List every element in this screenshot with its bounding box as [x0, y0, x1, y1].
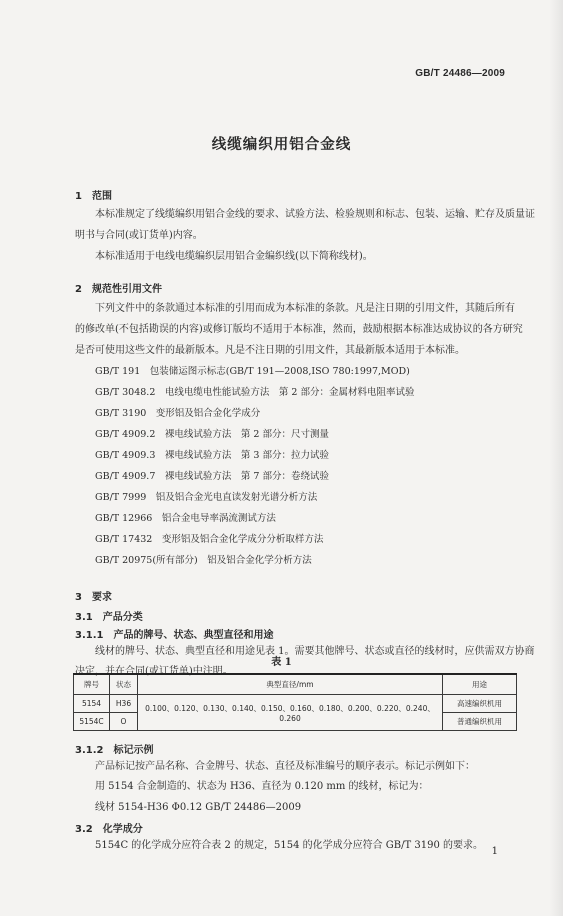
reference-item: GB/T 20975(所有部分) 铝及铝合金化学分析方法 — [95, 555, 312, 566]
section-3-1-heading: 3.1 产品分类 — [75, 612, 143, 623]
section-2-para-line-2: 的修改单(不包括勘误的内容)或修订版均不适用于本标准，然而，鼓励根据本标准达成协议的各方研究 — [75, 324, 523, 335]
section-1-heading: 1 范围 — [75, 191, 112, 202]
table-header-row — [74, 674, 517, 695]
reference-item: GB/T 4909.3 裸电线试验方法 第 3 部分：拉力试验 — [95, 450, 329, 461]
document-title: 线缆编织用铝合金线 — [211, 136, 352, 153]
table-header-cell: 用途 — [443, 674, 517, 695]
section-3-heading: 3 要求 — [75, 592, 112, 603]
table-header-cell: 牌号 — [74, 674, 110, 695]
table-1 — [73, 673, 517, 731]
table-cell-grade: 5154C — [74, 713, 110, 731]
section-2-para-line-3: 是否可使用这些文件的最新版本。凡是不注日期的引用文件，其最新版本适用于本标准。 — [75, 345, 465, 356]
section-2-para-line-1: 下列文件中的条款通过本标准的引用而成为本标准的条款。凡是注日期的引用文件，其随后所有 — [95, 303, 515, 314]
page-number: 1 — [491, 846, 498, 857]
table-header-cell: 状态 — [110, 674, 138, 695]
standard-number: GB/T 24486—2009 — [415, 68, 505, 79]
marking-para-line-1: 产品标记按产品名称、合金牌号、状态、直径及标准编号的顺序表示。标记示例如下： — [95, 761, 475, 772]
reference-item: GB/T 4909.7 裸电线试验方法 第 7 部分：卷绕试验 — [95, 471, 329, 482]
table-cell-use: 高速编织机用 — [443, 695, 517, 713]
table-cell-use: 普通编织机用 — [443, 713, 517, 731]
reference-item: GB/T 191 包装储运图示标志(GB/T 191—2008,ISO 780:1997,MOD) — [95, 366, 410, 377]
table-cell-grade: 5154 — [74, 695, 110, 713]
table-row — [74, 695, 517, 713]
marking-para-line-2: 用 5154 合金制造的、状态为 H36、直径为 0.120 mm 的线材，标记为： — [95, 781, 429, 792]
reference-item: GB/T 12966 铝合金电导率涡流测试方法 — [95, 513, 276, 524]
section-3-1-1-heading: 3.1.1 产品的牌号、状态、典型直径和用途 — [75, 630, 274, 641]
table-1-caption — [0, 653, 563, 668]
section-3-1-1-para-line-2: 决定，并在合同(或订货单)中注明。 — [75, 666, 233, 677]
section-1-para-1-line-1: 本标准规定了线缆编织用铝合金线的要求、试验方法、检验规则和标志、包装、运输、贮存及质量证 — [95, 209, 535, 220]
table-cell-temper: H36 — [110, 695, 138, 713]
section-1-para-2: 本标准适用于电线电缆编织层用铝合金编织线(以下简称线材)。 — [95, 251, 373, 262]
reference-item: GB/T 3190 变形铝及铝合金化学成分 — [95, 408, 261, 419]
reference-item: GB/T 7999 铝及铝合金光电直读发射光谱分析方法 — [95, 492, 318, 503]
chemical-composition-para: 5154C 的化学成分应符合表 2 的规定，5154 的化学成分应符合 GB/T 3190 的要求。 — [95, 840, 483, 851]
table-1-caption-text: 表 1 — [271, 657, 292, 668]
reference-item: GB/T 3048.2 电线电缆电性能试验方法 第 2 部分：金属材料电阻率试验 — [95, 387, 415, 398]
section-3-1-2-heading: 3.1.2 标记示例 — [75, 745, 154, 756]
section-3-1-1-para-line-1: 线材的牌号、状态、典型直径和用途见表 1。需要其他牌号、状态或直径的线材时，应供需双方协商 — [95, 646, 535, 657]
marking-example: 线材 5154-H36 Φ0.12 GB/T 24486—2009 — [95, 802, 302, 813]
reference-item: GB/T 4909.2 裸电线试验方法 第 2 部分：尺寸测量 — [95, 429, 329, 440]
section-1-para-1-line-2: 明书与合同(或订货单)内容。 — [75, 230, 203, 241]
reference-item: GB/T 17432 变形铝及铝合金化学成分分析取样方法 — [95, 534, 324, 545]
section-2-heading: 2 规范性引用文件 — [75, 284, 162, 295]
table-cell-diameters: 0.100、0.120、0.130、0.140、0.150、0.160、0.180、0.200、0.220、0.240、0.260 — [138, 695, 443, 731]
table-cell-temper: O — [110, 713, 138, 731]
table-header-cell: 典型直径/mm — [138, 674, 443, 695]
section-3-2-heading: 3.2 化学成分 — [75, 824, 143, 835]
